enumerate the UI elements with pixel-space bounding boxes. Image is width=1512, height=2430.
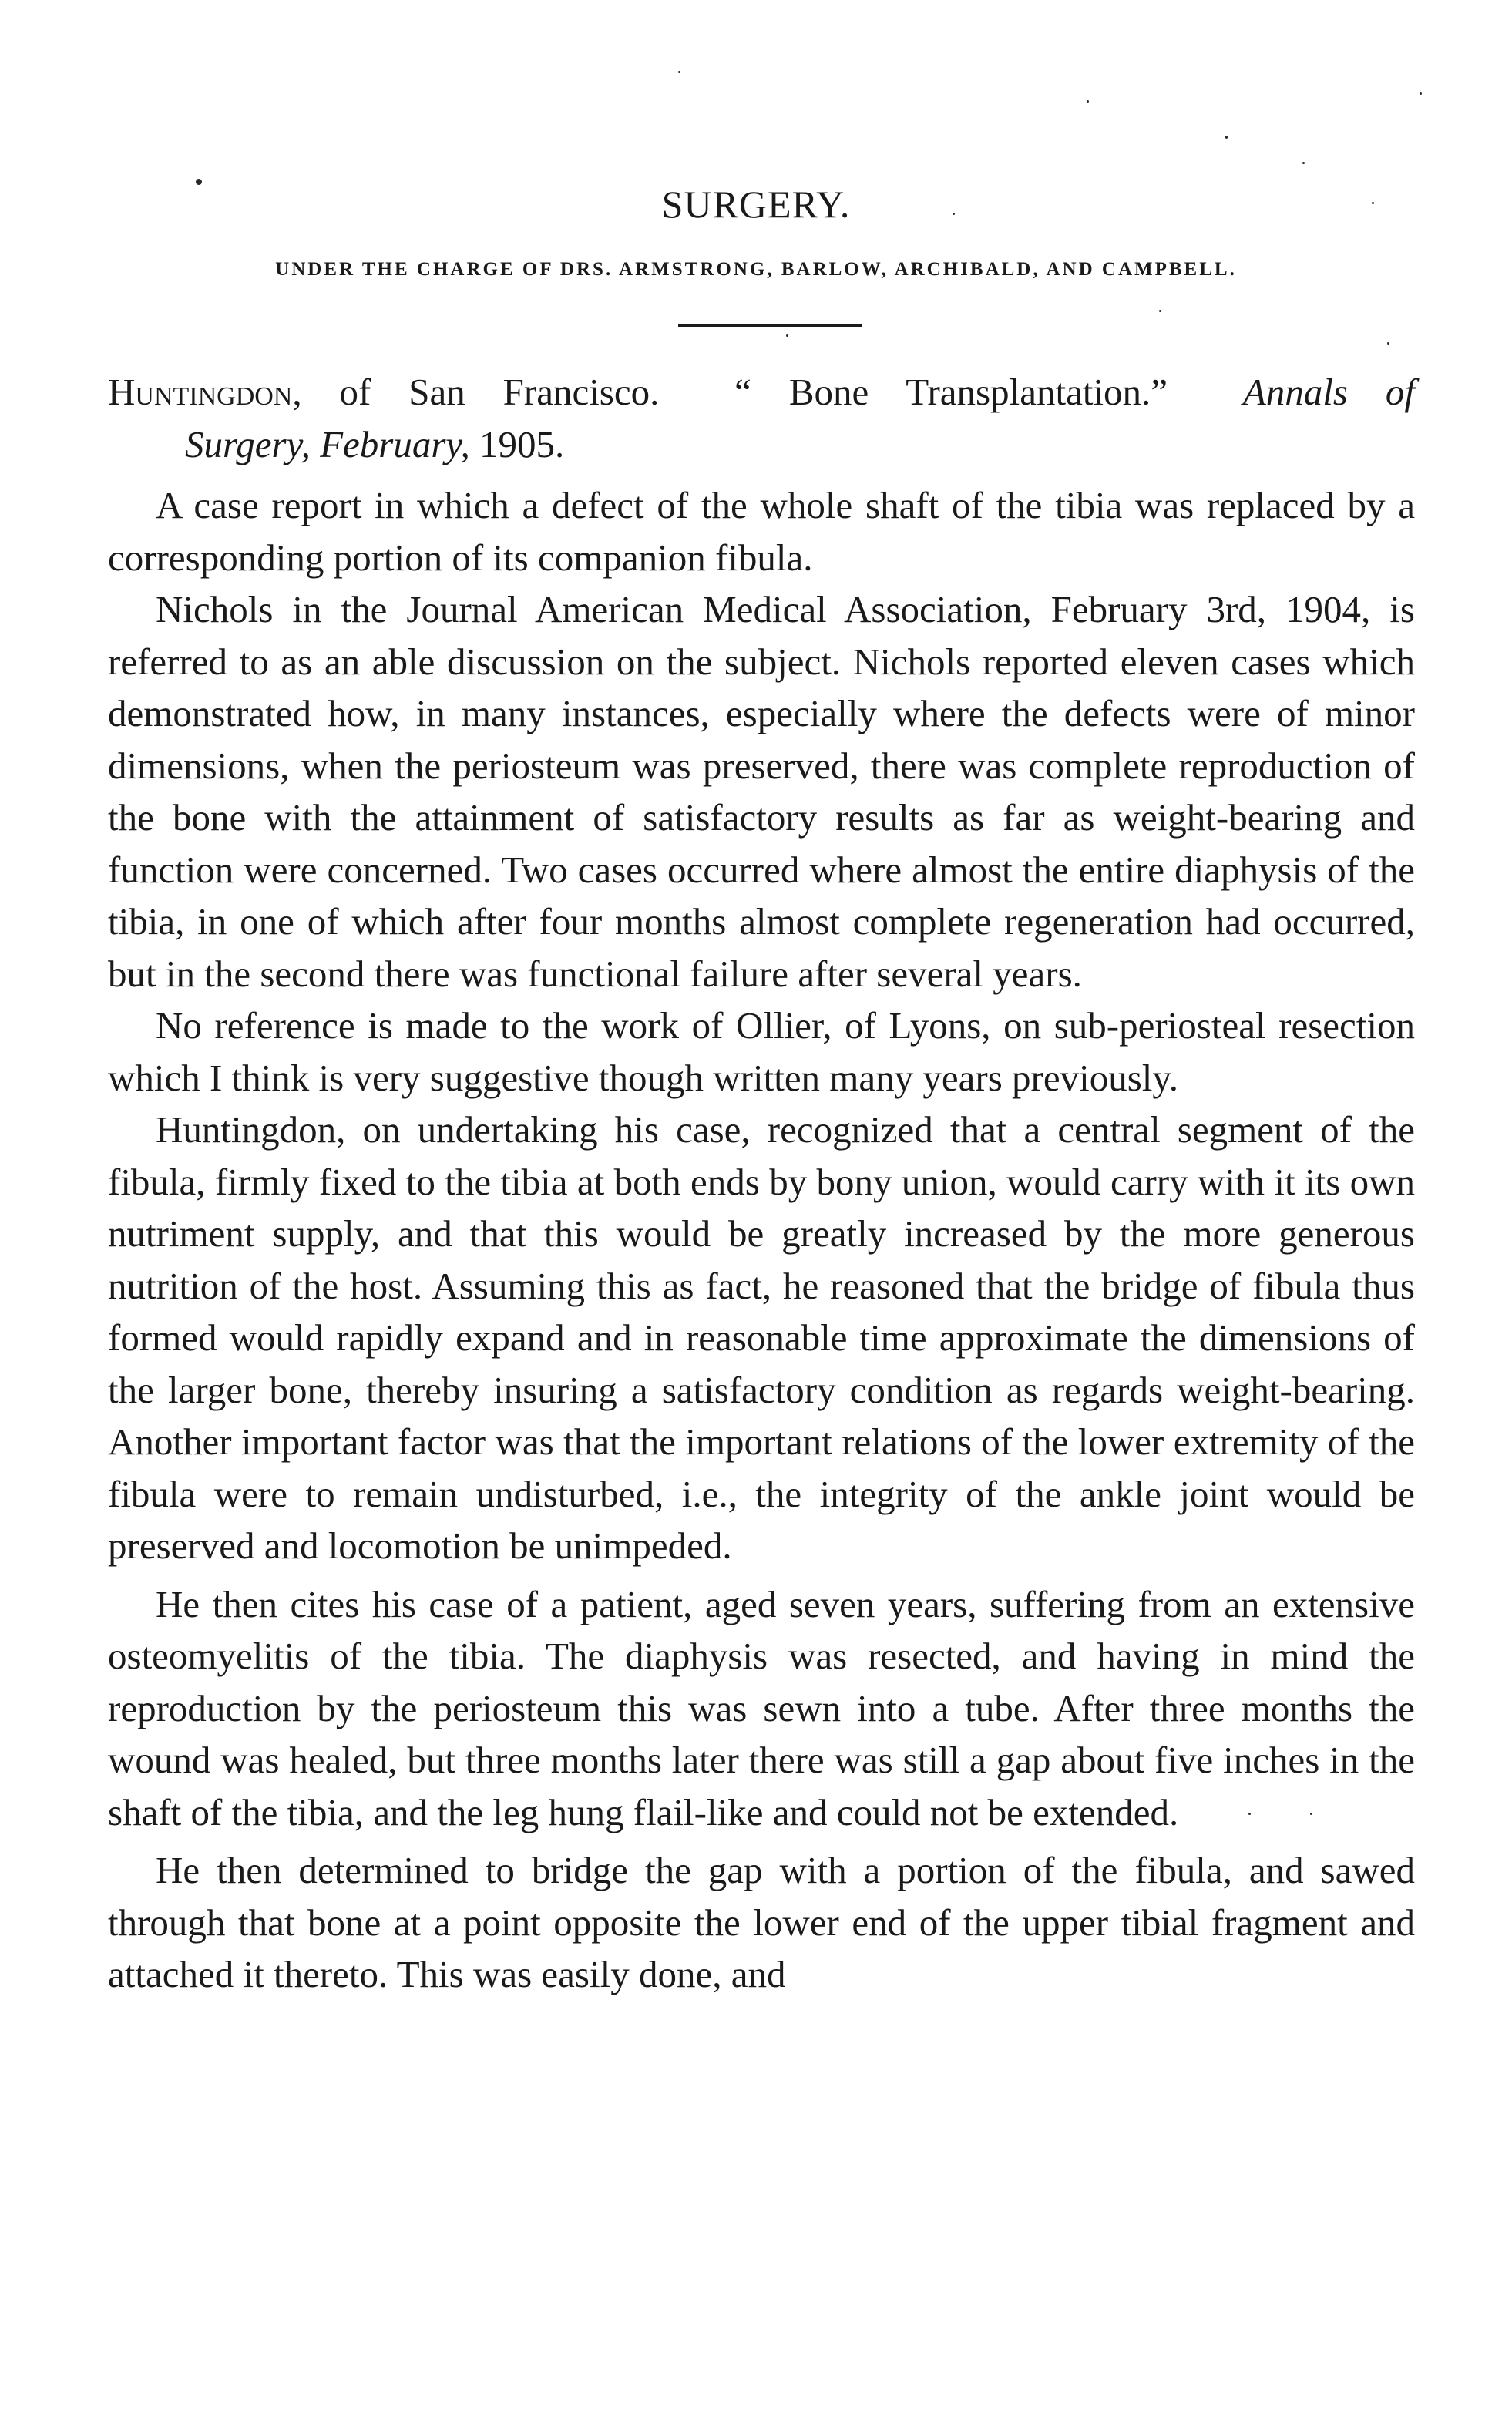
paragraph-4: Huntingdon, on undertaking his case, recognized that a central segment of the fibula, firmly fixed to the tibia at both ends by bony union, would carry with it its own nutriment supply, and that this would be greatly increased by the more generous nutrition of the host. Assuming this as fact, he reasoned that the bridge of fibula thus formed would rapidly expand and in reasonable time approximate the dimensions of the larger bone, thereby insuring a satisfactory condition as regards weight-bearing. Another important factor was that the important relations of the lower extremity of the fibula were to remain undisturbed, i.e., the integrity of the ankle joint would be preserved and locomotion be unimpeded.: [108, 1108, 1415, 1567]
citation-location: , of San Francisco.: [292, 371, 660, 413]
scan-speck: [1302, 162, 1305, 164]
scan-speck: [678, 71, 680, 73]
scan-speck: [1310, 1813, 1312, 1815]
citation: [108, 366, 1415, 470]
scan-speck: [1225, 136, 1228, 139]
citation-line-1: [108, 366, 1415, 418]
citation-journal-second: Surgery, February,: [185, 422, 470, 465]
charge-line: UNDER THE CHARGE OF DRS. ARMSTRONG, BARLOW, ARCHIBALD, AND CAMPBELL.: [275, 259, 1237, 280]
scan-speck: [1420, 92, 1422, 95]
citation-author: Huntingdon: [108, 371, 293, 413]
citation-journal-first: Annals of: [1242, 371, 1415, 413]
scan-speck: [1087, 100, 1089, 103]
scan-speck: [1159, 310, 1161, 312]
divider-rule: [678, 324, 862, 327]
scan-speck: [1248, 1813, 1251, 1815]
scan-speck: [1372, 202, 1374, 204]
citation-title: “ Bone Transplantation.”: [734, 371, 1168, 413]
scan-speck: [196, 179, 202, 185]
paragraph-6: He then determined to bridge the gap with a portion of the fibula, and sawed through that bone at a point opposite the lower end of the upper tibial fragment and attached it thereto. This was easily done, and: [108, 1849, 1415, 1995]
paragraph-5: He then cites his case of a patient, aged seven years, suffering from an extensive osteomyelitis of the tibia. The diaphysis was resected, and having in mind the reproduction by the periosteum this was sewn into a tube. After three months the wound was healed, but three months later there was still a gap about five inches in the shaft of the tibia, and the leg hung flail-like and could not be extended.: [108, 1582, 1415, 1833]
article-body: [108, 479, 1415, 2001]
paragraph-3: No reference is made to the work of Ollier, of Lyons, on sub-periosteal resection which I think is very suggestive though written many years previously.: [108, 1004, 1415, 1099]
scan-speck: [953, 213, 955, 215]
scan-speck: [786, 334, 788, 337]
section-title: SURGERY.: [661, 183, 851, 226]
citation-line-2: [108, 418, 1415, 471]
paragraph-1: A case report in which a defect of the whole shaft of the tibia was replaced by a corresponding portion of its companion fibula.: [108, 484, 1415, 579]
paragraph-2: Nichols in the Journal American Medical Association, February 3rd, 1904, is referred to as an able discussion on the subject. Nichols reported eleven cases which demonstrated how, in many instances, especially where the defects were of minor dimensions, when the periosteum was preserved, there was complete reproduction of the bone with the attainment of satisfactory results as far as weight-bearing and function were concerned. Two cases occurred where almost the entire diaphysis of the tibia, in one of which after four months almost complete regeneration had occurred, but in the second there was functional failure after several years.: [108, 588, 1415, 995]
scan-speck: [1387, 342, 1389, 345]
citation-year: 1905.: [469, 422, 565, 465]
